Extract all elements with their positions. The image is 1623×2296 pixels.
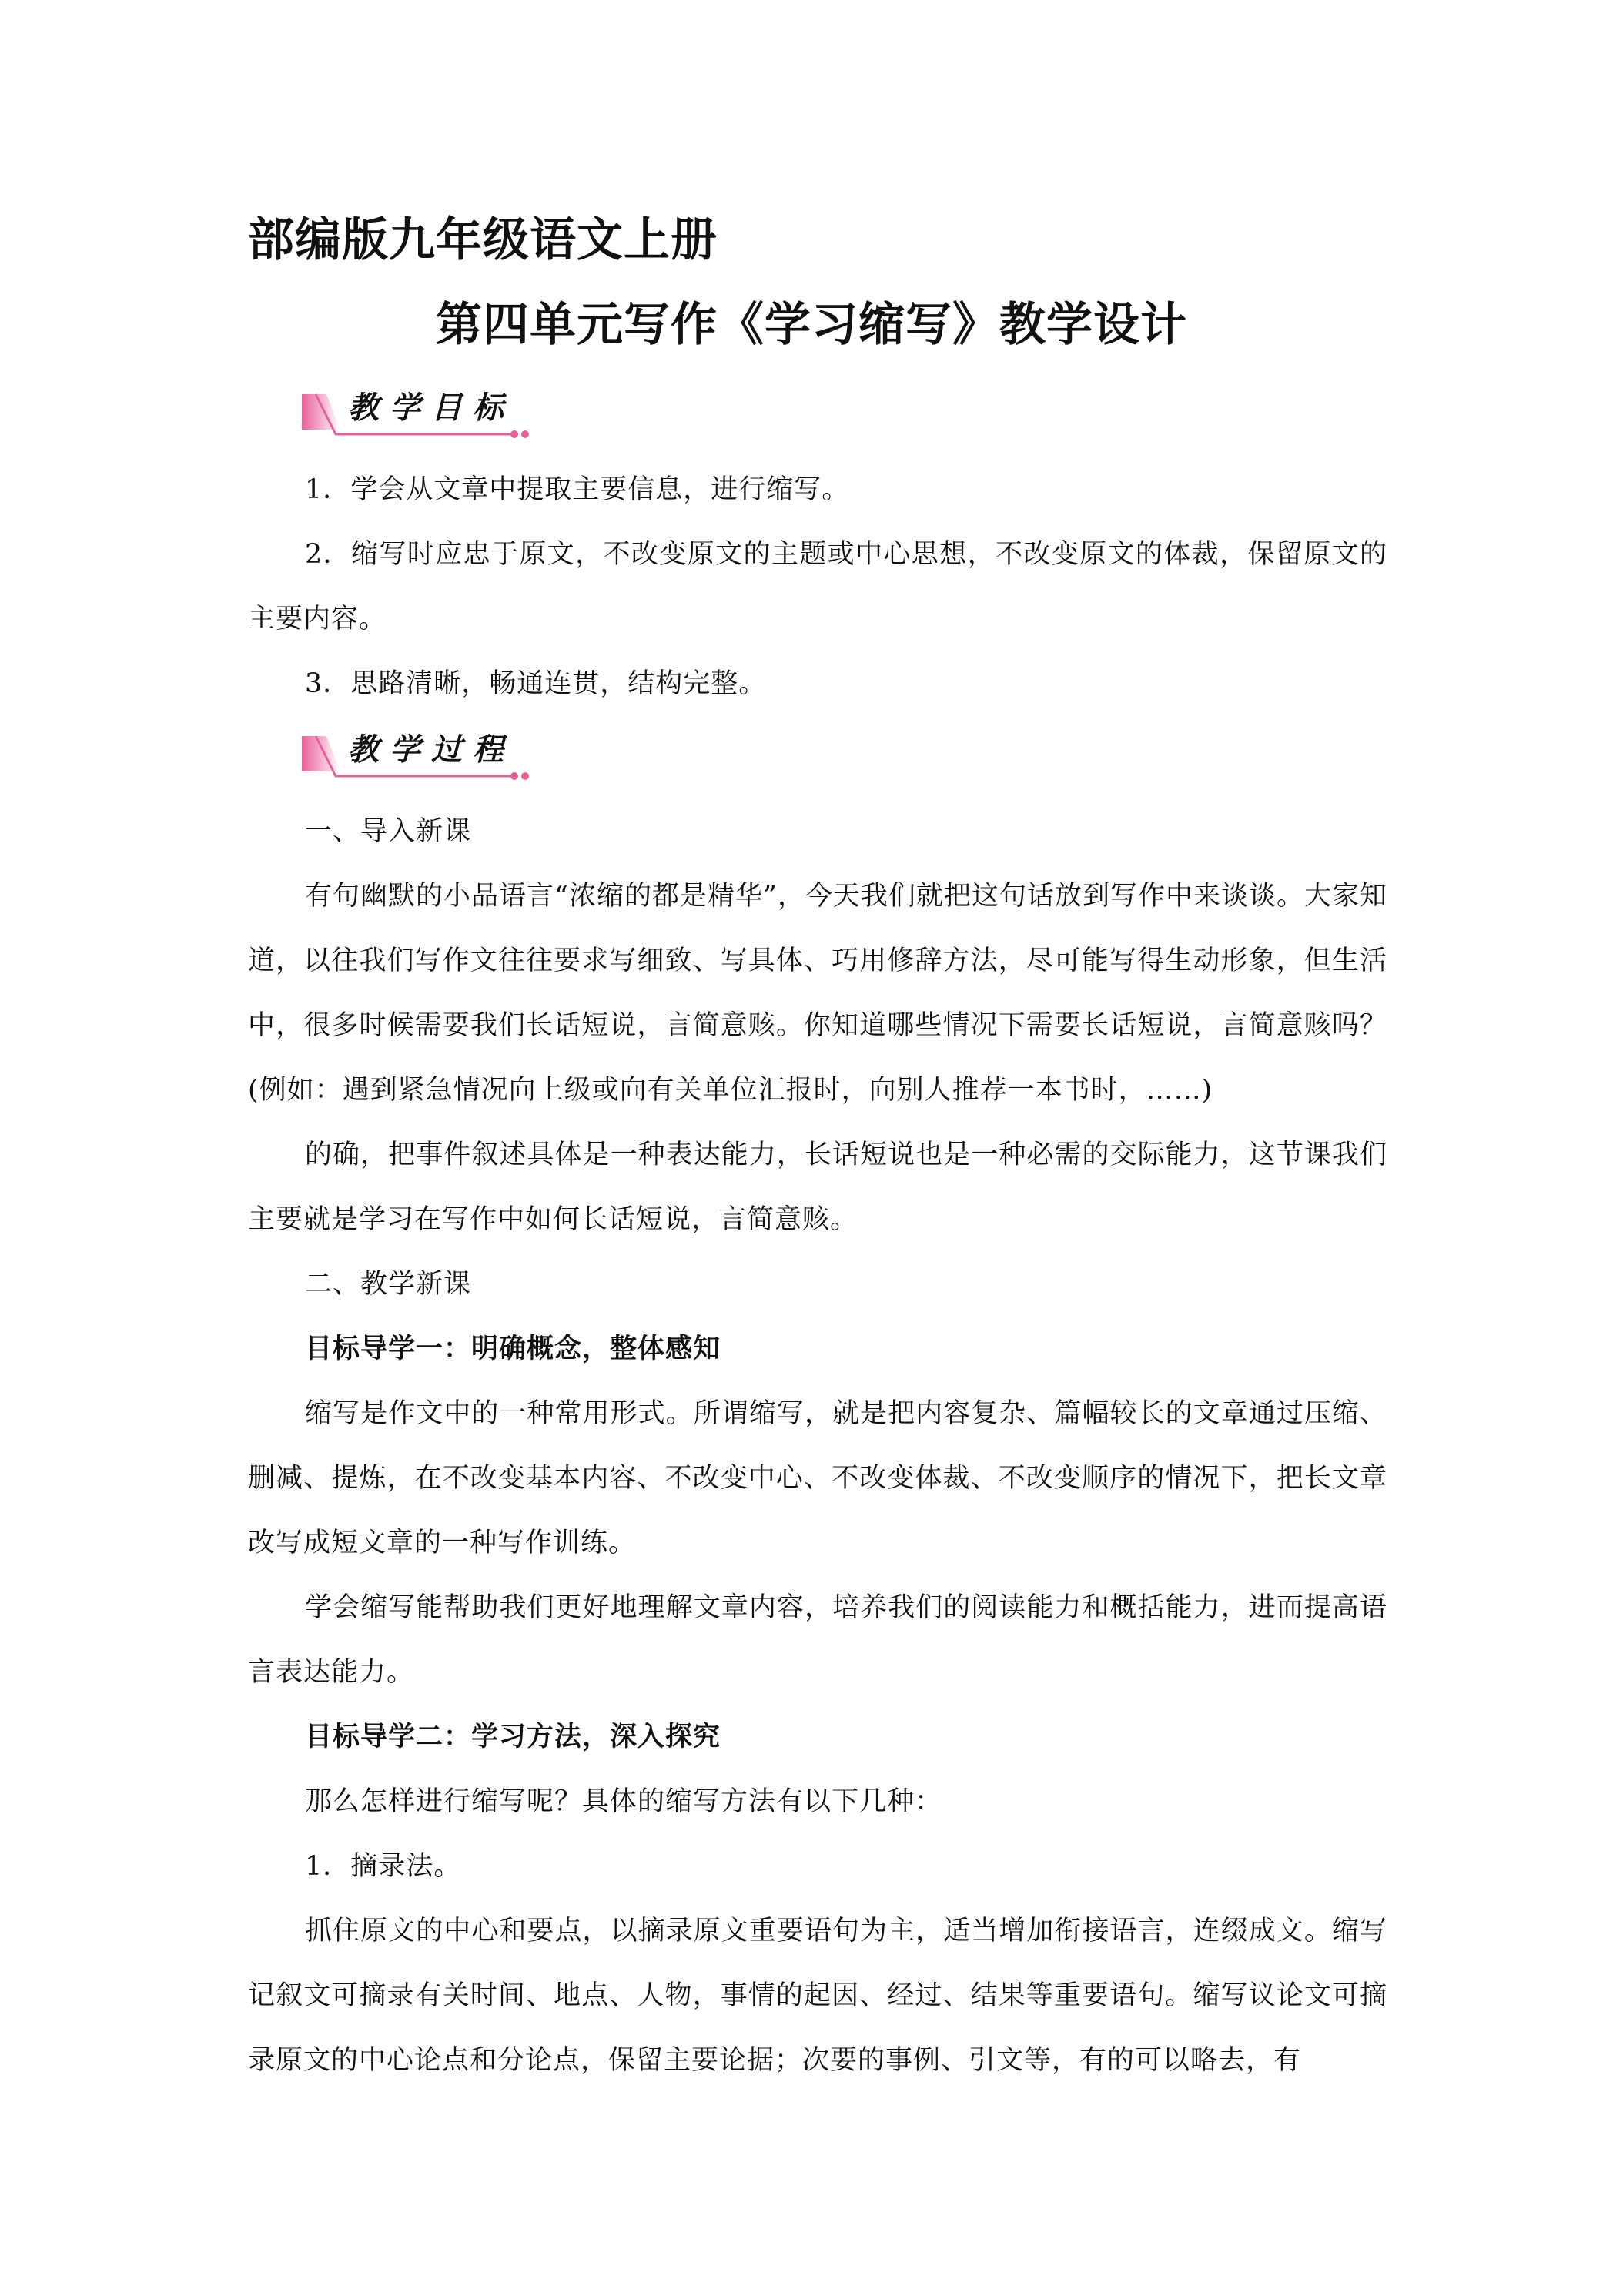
paragraph: 的确，把事件叙述具体是一种表达能力，长话短说也是一种必需的交际能力，这节课我们主要就是学习在写作中如何长话短说，言简意赅。 [248, 1140, 1387, 1235]
goal-heading: 目标导学二：学习方法，深入探究 [305, 1722, 721, 1752]
subheading: 一、导入新课 [305, 816, 472, 847]
document-title: 第四单元写作《学习缩写》教学设计 [436, 298, 1187, 352]
process-content [248, 799, 1387, 2093]
section-heading-label: 教学过程 [348, 731, 514, 768]
paragraph: 那么怎样进行缩写呢？具体的缩写方法有以下几种： [305, 1786, 943, 1817]
goal-heading: 目标导学一：明确概念，整体感知 [305, 1334, 721, 1364]
objectives-list [248, 457, 1387, 716]
objective-item: 2．缩写时应忠于原文，不改变原文的主题或中心思想，不改变原文的体裁，保留原文的主要内容。 [248, 539, 1387, 634]
section-heading-label: 教学目标 [348, 390, 514, 426]
objective-item: 1．学会从文章中提取主要信息，进行缩写。 [305, 474, 850, 505]
section-heading-objectives [302, 385, 548, 447]
subheading: 二、教学新课 [305, 1269, 472, 1300]
paragraph: 缩写是作文中的一种常用形式。所谓缩写，就是把内容复杂、篇幅较长的文章通过压缩、删减、提炼，在不改变基本内容、不改变中心、不改变体裁、不改变顺序的情况下，把长文章改写成短文章的一种写作训练。 [248, 1398, 1387, 1558]
section-heading-process [302, 727, 548, 788]
method-heading: 1．摘录法。 [305, 1851, 462, 1882]
paragraph: 学会缩写能帮助我们更好地理解文章内容，培养我们的阅读能力和概括能力，进而提高语言表达能力。 [248, 1592, 1387, 1688]
paragraph: 有句幽默的小品语言“浓缩的都是精华”，今天我们就把这句话放到写作中来谈谈。大家知道，以往我们写作文往往要求写细致、写具体、巧用修辞方法，尽可能写得生动形象，但生活中，很多时候需要我们长话短说，言简意赅。你知道哪些情况下需要长话短说，言简意赅吗？(例如：遇到紧急情况向上级或向有关单位汇报时，向别人推荐一本书时，……) [248, 881, 1387, 1106]
objective-item: 3．思路清晰，畅通连贯，结构完整。 [305, 668, 767, 699]
document-series-title: 部编版九年级语文上册 [248, 213, 718, 267]
paragraph: 抓住原文的中心和要点，以摘录原文重要语句为主，适当增加衔接语言，连缀成文。缩写记叙文可摘录有关时间、地点、人物，事情的起因、经过、结果等重要语句。缩写议论文可摘录原文的中心论点和分论点，保留主要论据；次要的事例、引文等，有的可以略去，有 [248, 1916, 1387, 2076]
